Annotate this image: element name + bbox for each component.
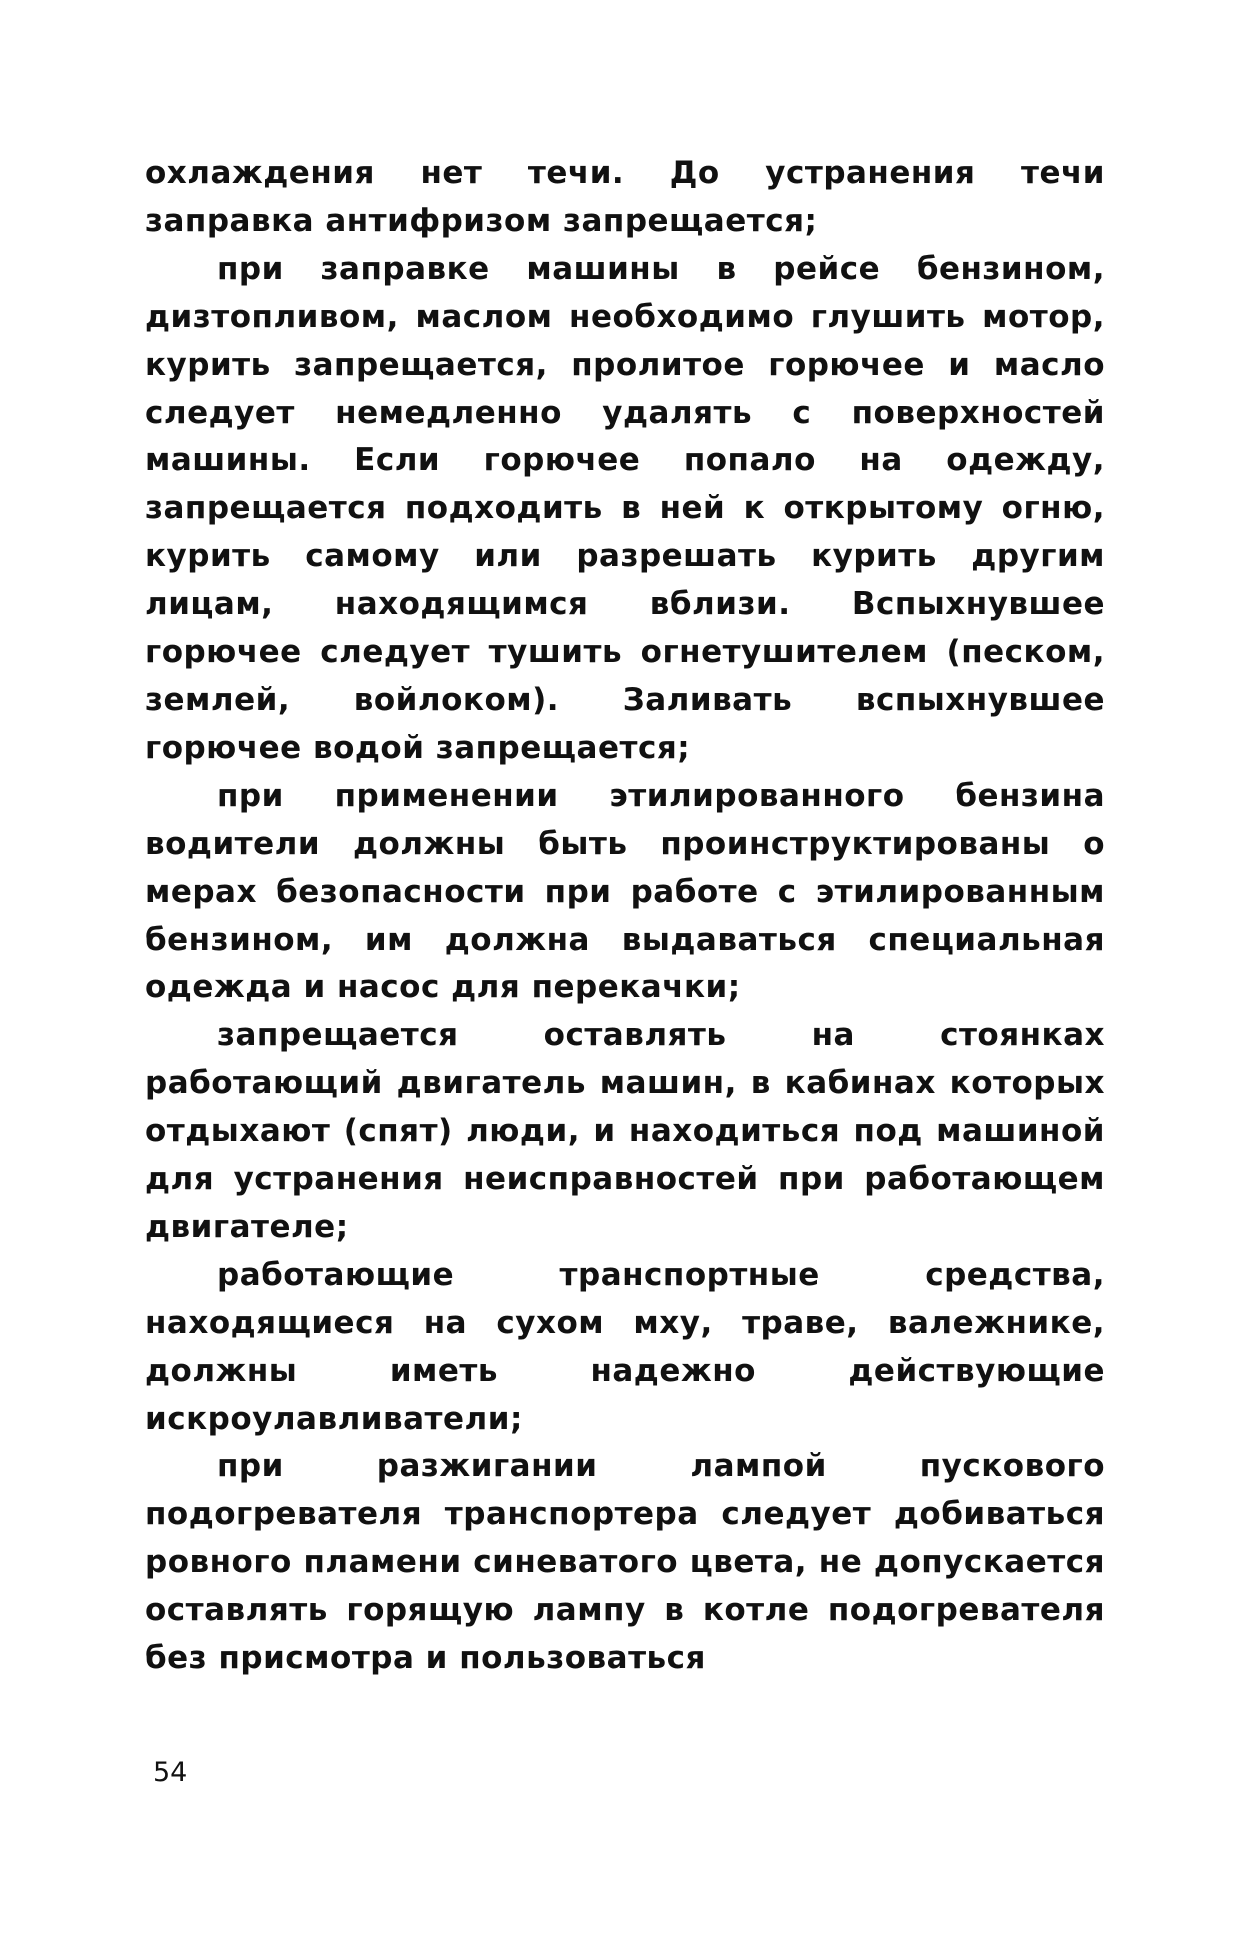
paragraph-5: работающие транспортные средства, находящиеся на сухом мху, траве, валежнике, должны иметь надежно действующие искроулавливатели; <box>145 1256 1105 1437</box>
paragraph-6: при разжигании лампой пускового подогревателя транспортера следует добиваться ровного пламени синеватого цвета, не допускается оставлять горящую лампу в котле подогревателя без присмотра и пользоваться <box>145 1448 1105 1677</box>
paragraph-4: запрещается оставлять на стоянках работающий двигатель машин, в кабинах которых отдыхают (спят) люди, и находиться под машиной для устранения неисправностей при работающем двигателе; <box>145 1017 1105 1245</box>
page-number: 54 <box>153 1757 188 1788</box>
paragraph-3: при применении этилированного бензина водители должны быть проинструктированы о мерах безопасности при работе с этилированным бензином, им должна выдаваться специальная одежда и насос для перекачки; <box>145 777 1105 1006</box>
paragraph-2: при заправке машины в рейсе бензином, дизтопливом, маслом необходимо глушить мотор, курить запрещается, пролитое горючее и масло следует немедленно удалять с поверхностей машины. Если горючее попало на одежду, запрещается подходить в ней к открытому огню, курить самому или разрешать курить другим лицам, находящимся вблизи. Вспыхнувшее горючее следует тушить огнетушителем (песком, землей, войлоком). Заливать вспыхнувшее горючее водой запрещается; <box>145 250 1105 766</box>
page-body <box>145 150 1105 1683</box>
paragraph-1: охлаждения нет течи. До устранения течи заправка антифризом запрещается; <box>145 155 1105 239</box>
